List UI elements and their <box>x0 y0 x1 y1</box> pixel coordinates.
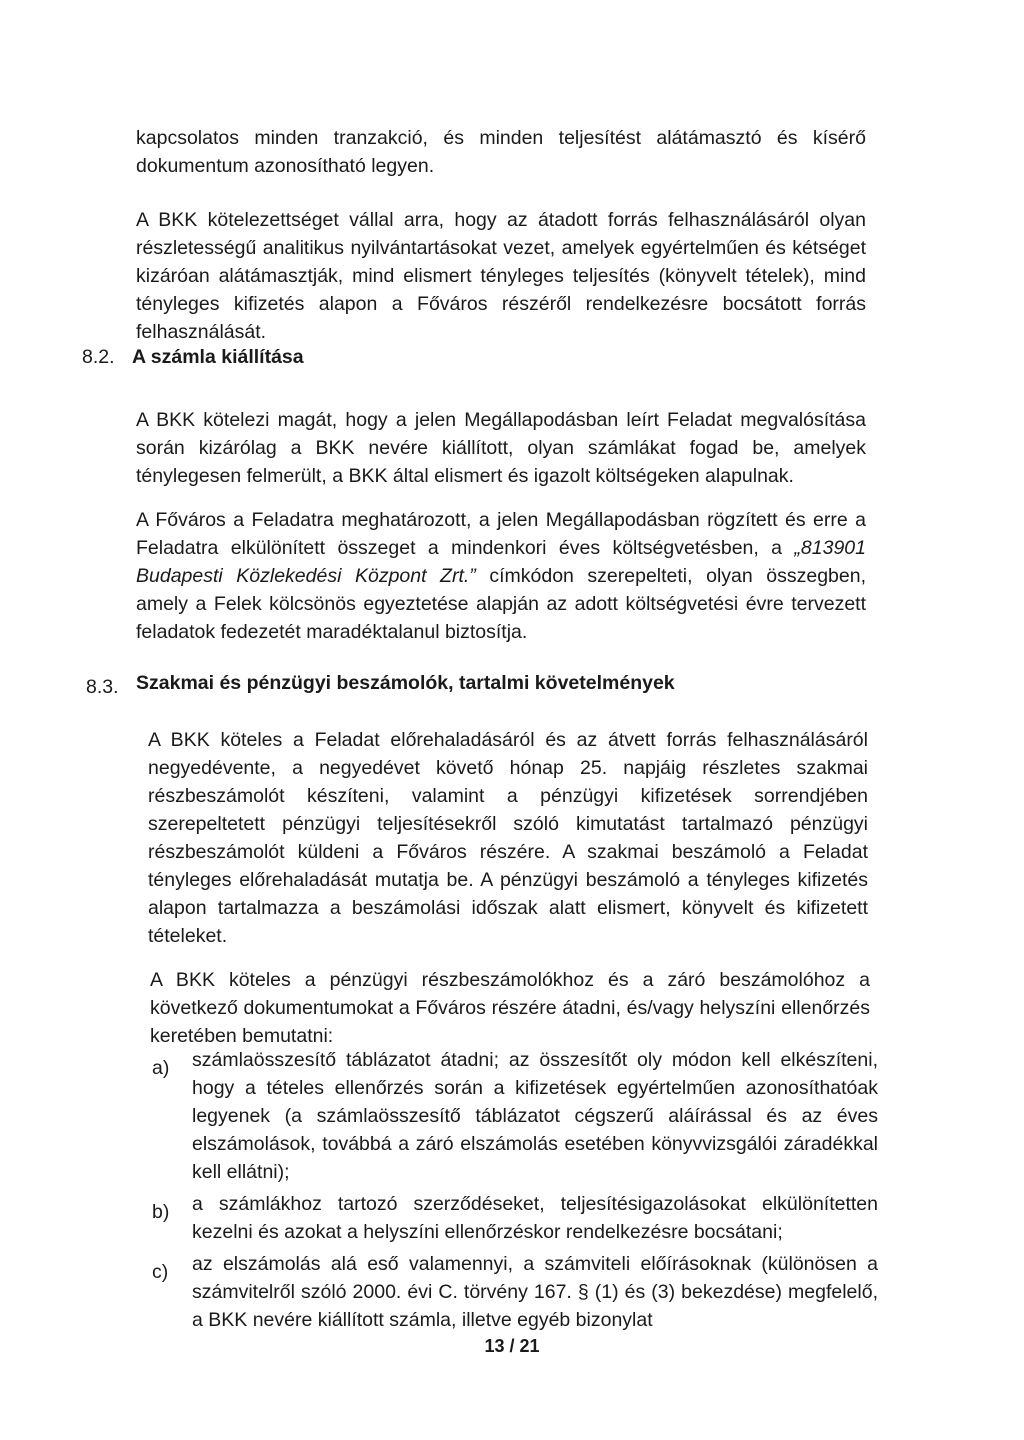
section-8-3-heading <box>86 672 675 699</box>
section-8-2-heading <box>82 346 304 369</box>
section-8-3-number: 8.3. <box>86 676 119 698</box>
section-8-2-number: 8.2. <box>82 346 115 368</box>
budget-code-reference: „813901 Budapesti Közlekedési Központ Zrt.” <box>136 537 866 587</box>
intro-paragraph: kapcsolatos minden tranzakció, és minden teljesítést alátámasztó és kísérő dokumentum azonosítható legyen. <box>136 127 866 177</box>
para2-start: A Főváros a Feladatra meghatározott, a jelen Megállapodásban rögzített és erre a Feladatra elkülönített összeget a mindenkori éves költségvetésben, a <box>136 509 866 559</box>
list-marker: c) <box>152 1261 169 1283</box>
section-8-2-title: A számla kiállítása <box>132 346 304 368</box>
required-documents-list <box>152 1046 878 1338</box>
section-8-2-paragraph-2 <box>136 506 866 646</box>
section-8-3-title: Szakmai és pénzügyi beszámolók, tartalmi követelmények <box>136 672 675 694</box>
list-item-text: az elszámolás alá eső valamennyi, a számviteli előírásoknak (különösen a számvitelről szóló 2000. évi C. törvény 167. § (1) és (3) bekezdése) megfelelő, a BKK nevére kiállított számla, illetve egyéb bizonylat <box>192 1253 878 1331</box>
list-marker: b) <box>152 1201 170 1223</box>
list-item-text: számlaösszesítő táblázatot átadni; az összesítőt oly módon kell elkészíteni, hogy a tételes ellenőrzés során a kifizetések egyértelműen azonosíthatóak legyenek (a számlaösszesítő táblázatot cégszerű aláírással és az éves elszámolások, továbbá a záró elszámolás esetében könyvvizsgálói záradékkal kell ellátni); <box>192 1049 878 1183</box>
list-marker: a) <box>152 1057 170 1079</box>
para2-end: címkódon szerepelteti, olyan összegben, amely a Felek kölcsönös egyeztetése alapján az adott költségvetési évre tervezett feladatok fedezetét maradéktalanul biztosítja. <box>136 565 866 643</box>
bkk-obligation-paragraph: A BKK kötelezettséget vállal arra, hogy az átadott forrás felhasználásáról olyan részletességű analitikus nyilvántartásokat vezet, amelyek egyértelműen és kétséget kizáróan alátámasztják, mind elismert tényleges teljesítés (könyvelt tételek), mind tényleges kifizetés alapon a Főváros részéről rendelkezésre bocsátott forrás felhasználását. <box>136 209 866 343</box>
list-item <box>152 1250 878 1334</box>
page-number: 13 / 21 <box>484 1336 540 1356</box>
list-item <box>152 1190 878 1246</box>
section-8-3-paragraph-1: A BKK köteles a Feladat előrehaladásáról és az átvett forrás felhasználásáról negyedévente, a negyedévet követő hónap 25. napjáig részletes szakmai részbeszámolót készíteni, valamint a pénzügyi kifizetések sorrendjében szerepeltetett pénzügyi teljesítésekről szóló kimutatást tartalmazó pénzügyi részbeszámolót küldeni a Főváros részére. A szakmai beszámoló a Feladat tényleges előrehaladását mutatja be. A pénzügyi beszámoló a tényleges kifizetés alapon tartalmazza a beszámolási időszak alatt elismert, könyvelt és kifizetett tételeket. <box>148 729 868 947</box>
list-item <box>152 1046 878 1186</box>
section-8-3-paragraph-2: A BKK köteles a pénzügyi részbeszámolókhoz és a záró beszámolóhoz a következő dokumentumokat a Főváros részére átadni, és/vagy helyszíni ellenőrzés keretében bemutatni: <box>150 969 870 1047</box>
list-item-text: a számlákhoz tartozó szerződéseket, teljesítésigazolásokat elkülönítetten kezelni és azokat a helyszíni ellenőrzéskor rendelkezésre bocsátani; <box>192 1193 878 1243</box>
section-8-2-paragraph-1: A BKK kötelezi magát, hogy a jelen Megállapodásban leírt Feladat megvalósítása során kizárólag a BKK nevére kiállított, olyan számlákat fogad be, amelyek ténylegesen felmerült, a BKK által elismert és igazolt költségeken alapulnak. <box>136 409 866 487</box>
